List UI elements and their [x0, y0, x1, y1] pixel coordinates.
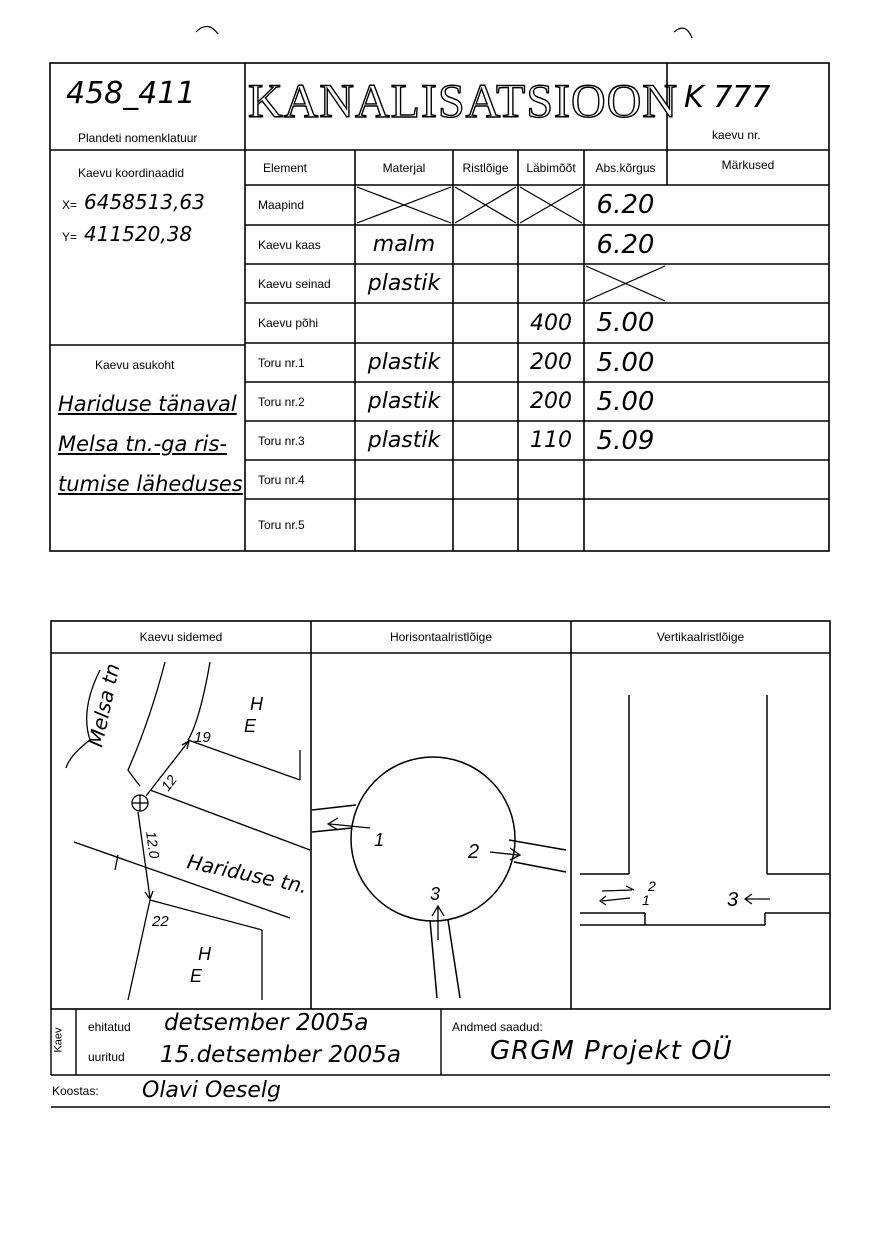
row-element: Maapind: [258, 198, 305, 212]
pipe-label-2: 2: [468, 841, 480, 863]
col-header-cross-section: Ristlõige: [462, 160, 509, 175]
coord-x-label: X=: [62, 198, 78, 212]
diagram-header-horizontal: Horisontaalristlõige: [389, 630, 493, 644]
row-diameter: [518, 185, 584, 225]
row-elevation: 5.00: [596, 386, 655, 417]
row-diameter: 400: [530, 310, 572, 336]
diagram-header-site: Kaevu sidemed: [139, 630, 223, 644]
row-element: Toru nr.3: [258, 433, 305, 448]
distance-label-top: 12: [157, 771, 180, 794]
row-notes: [667, 343, 829, 382]
checked-value: detsember 2005a: [164, 1010, 369, 1036]
pipe-label-3: 3: [430, 884, 441, 904]
row-elevation: [584, 499, 667, 551]
row-elevation: 5.09: [596, 425, 655, 456]
well-number-value: K 777: [684, 80, 771, 115]
node-label-22: 22: [152, 913, 169, 930]
row-element: Toru nr.2: [258, 394, 305, 409]
coordinates-label: Kaevu koordinaadid: [78, 166, 185, 180]
row-cross-section: [453, 264, 518, 303]
row-elevation: [584, 460, 667, 499]
vertical-section: [580, 695, 830, 925]
coord-y-label: Y=: [62, 230, 78, 244]
row-element: Kaevu seinad: [258, 276, 331, 291]
row-material: plastik: [367, 389, 441, 414]
row-cross-section: [453, 343, 518, 382]
pipe-label-1: 1: [374, 830, 385, 850]
horizontal-section: [312, 757, 566, 998]
node-label-19: 19: [194, 729, 211, 746]
source-value: GRGM Projekt OÜ: [490, 1036, 733, 1066]
col-header-diameter: Läbimõõt: [526, 160, 576, 175]
row-material: [355, 499, 453, 551]
pipe-label-1-2: 2 1: [642, 878, 656, 908]
row-diameter: [518, 264, 584, 303]
row-material: [355, 185, 453, 225]
row-notes: [667, 499, 829, 551]
top-form: [0, 0, 874, 560]
author-label: Koostas:: [52, 1084, 99, 1098]
footer-side-label: Kaev: [52, 1027, 65, 1053]
row-cross-section: [453, 382, 518, 421]
row-material: plastik: [367, 428, 441, 453]
row-diameter: 200: [530, 389, 572, 414]
distance-label-bottom: 12.0: [143, 830, 163, 860]
nomenclature-label: Plandeti nomenklatuur: [78, 131, 198, 145]
coord-y-value: 411520,38: [84, 222, 193, 246]
row-elevation: 5.00: [596, 347, 655, 378]
row-diameter: 200: [530, 350, 572, 375]
row-material: plastik: [367, 350, 441, 375]
location-line-2: Melsa tn.-ga ris-: [58, 432, 228, 456]
row-elevation: 6.20: [596, 229, 655, 260]
author-value: Olavi Oeselg: [142, 1078, 281, 1103]
footer-lines: [0, 1000, 874, 1120]
col-header-elevation: Abs.kõrgus: [595, 160, 656, 175]
row-cross-section: [453, 225, 518, 264]
well-number-label: kaevu nr.: [712, 128, 761, 142]
row-element: Kaevu kaas: [258, 237, 321, 252]
row-notes: [667, 264, 829, 303]
row-notes: [667, 225, 829, 264]
row-notes: [667, 382, 829, 421]
diagram-header-vertical: Vertikaalristlõige: [656, 630, 745, 644]
measured-value: 15.detsember 2005a: [160, 1042, 402, 1068]
street-label-hariduse: Hariduse tn.: [184, 849, 310, 899]
row-cross-section: [453, 499, 518, 551]
nomenclature-value: 458_411: [66, 76, 196, 111]
location-line-3: tumise läheduses: [58, 472, 243, 496]
street-label-melsa: Melsa tn: [83, 661, 125, 750]
page-title: KANALISATSIOON: [248, 75, 678, 128]
row-diameter: 110: [530, 428, 572, 453]
coord-x-value: 6458513,63: [84, 190, 205, 214]
house-mark-top: H E: [244, 694, 263, 736]
row-cross-section: [453, 460, 518, 499]
source-label: Andmed saadud:: [452, 1020, 543, 1034]
col-header-notes: Märkused: [721, 158, 775, 172]
location-line-1: Hariduse tänaval: [58, 392, 237, 416]
row-material: plastik: [367, 271, 441, 296]
row-material: [355, 303, 453, 343]
row-elevation: 5.00: [596, 308, 655, 338]
row-notes: [667, 303, 829, 343]
row-cross-section: [453, 421, 518, 460]
row-diameter: [518, 499, 584, 551]
measured-label: uuritud: [88, 1050, 125, 1064]
row-diameter: [518, 225, 584, 264]
row-elevation: [584, 264, 667, 303]
checked-label: ehitatud: [88, 1020, 131, 1034]
col-header-element: Element: [262, 160, 308, 175]
row-element: Toru nr.4: [258, 472, 305, 487]
row-notes: [667, 185, 829, 225]
row-element: Toru nr.1: [258, 355, 305, 370]
row-material: [355, 460, 453, 499]
row-cross-section: [453, 303, 518, 343]
row-notes: [667, 421, 829, 460]
house-mark-bottom: H E: [190, 944, 211, 986]
col-header-material: Materjal: [382, 160, 426, 175]
row-element: Toru nr.5: [258, 518, 305, 532]
row-element: Kaevu põhi: [258, 316, 319, 330]
row-elevation: 6.20: [596, 190, 655, 220]
row-notes: [667, 460, 829, 499]
pipe-label-3-vertical: 3: [727, 889, 739, 911]
row-material: malm: [372, 232, 436, 257]
row-diameter: [518, 460, 584, 499]
location-label: Kaevu asukoht: [95, 358, 175, 372]
row-cross-section: [453, 185, 518, 225]
